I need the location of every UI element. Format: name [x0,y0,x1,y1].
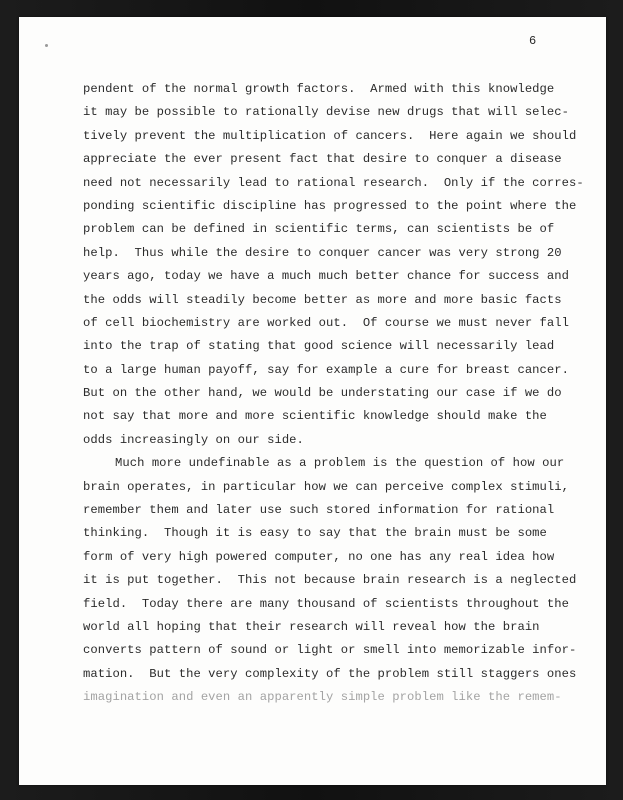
text-line: remember them and later use such stored information for rational [83,503,555,518]
text-line: brain operates, in particular how we can perceive complex stimuli, [83,479,570,494]
text-line: ponding scientific discipline has progressed to the point where the [83,198,577,213]
text-line: help. Thus while the desire to conquer cancer was very strong 20 [83,245,562,260]
text-line-faded: imagination and even an apparently simple problem like the remem- [83,690,562,705]
text-line: years ago, today we have a much much better chance for success and [83,269,570,284]
text-line: of cell biochemistry are worked out. Of course we must never fall [83,315,570,330]
text-line: But on the other hand, we would be understating our case if we do [83,386,562,401]
text-line: into the trap of stating that good science will necessarily lead [83,339,555,354]
text-line: world all hoping that their research will reveal how the brain [83,619,540,634]
text-line: tively prevent the multiplication of cancers. Here again we should [83,128,577,143]
text-line: to a large human payoff, say for example a cure for breast cancer. [83,362,570,377]
text-line: need not necessarily lead to rational research. Only if the corres- [83,175,584,190]
paragraph-start-line: Much more undefinable as a problem is the question of how our [115,456,565,471]
punch-mark [45,44,48,47]
text-line: it is put together. This not because brain research is a neglected [83,573,577,588]
text-line: the odds will steadily become better as more and more basic facts [83,292,562,307]
text-line: problem can be defined in scientific terms, can scientists be of [83,222,555,237]
typewritten-page [19,17,606,785]
text-line: converts pattern of sound or light or smell into memorizable infor- [83,643,577,658]
text-line: thinking. Though it is easy to say that the brain must be some [83,526,547,541]
page-number: 6 [529,34,537,48]
text-line: odds increasingly on our side. [83,432,304,447]
body-text [83,78,598,710]
text-line: mation. But the very complexity of the problem still staggers ones [83,666,577,681]
text-line: field. Today there are many thousand of scientists throughout the [83,596,570,611]
text-line: appreciate the ever present fact that desire to conquer a disease [83,152,562,167]
text-line: form of very high powered computer, no one has any real idea how [83,549,555,564]
text-line: pendent of the normal growth factors. Armed with this knowledge [83,82,555,96]
text-line: it may be possible to rationally devise new drugs that will selec- [83,105,570,120]
text-line: not say that more and more scientific knowledge should make the [83,409,547,424]
